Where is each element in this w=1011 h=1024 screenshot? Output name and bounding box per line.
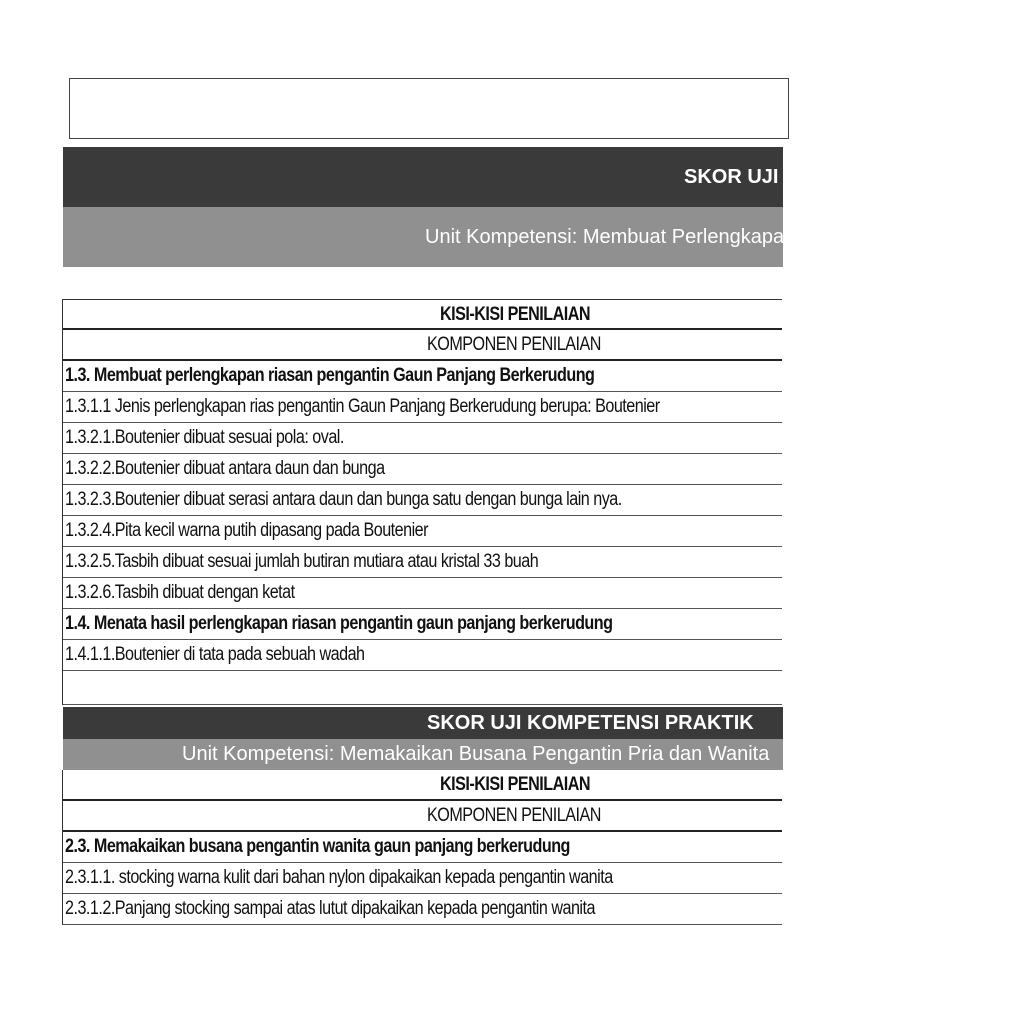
unit-title: Unit Kompetensi: Membuat Perlengkapan Riasan Pengantin <box>425 226 959 248</box>
unit-banner-2 <box>63 739 783 770</box>
table-header-komponen: KOMPONEN PENILAIAN <box>63 330 782 361</box>
table-row: 2.3.1.2.Panjang stocking sampai atas lutut dipakaikan kepada pengantin wanita <box>63 894 782 925</box>
score-title: SKOR UJI KOMPETENSI PRAKTIK <box>684 166 1011 188</box>
score-title-2: SKOR UJI KOMPETENSI PRAKTIK <box>427 712 754 734</box>
table-row: 2.3.1.1. stocking warna kulit dari bahan nylon dipakaikan kepada pengantin wanita <box>63 863 782 894</box>
unit-title-2: Unit Kompetensi: Memakaikan Busana Pengantin Pria dan Wanita <box>182 743 770 765</box>
table-row: 1.3.2.2.Boutenier dibuat antara daun dan bunga <box>63 454 782 485</box>
table-row: 1.3. Membuat perlengkapan riasan pengantin Gaun Panjang Berkerudung <box>63 361 782 392</box>
table-row: 1.3.2.3.Boutenier dibuat serasi antara daun dan bunga satu dengan bunga lain nya. <box>63 485 782 516</box>
table-row: 2.3. Memakaikan busana pengantin wanita gaun panjang berkerudung <box>63 832 782 863</box>
table-row: 1.4. Menata hasil perlengkapan riasan pengantin gaun panjang berkerudung <box>63 609 782 640</box>
assessment-table-1 <box>62 299 782 705</box>
table-row-empty <box>63 671 782 705</box>
table-row: 1.3.2.4.Pita kecil warna putih dipasang pada Boutenier <box>63 516 782 547</box>
table-row: 1.4.1.1.Boutenier di tata pada sebuah wadah <box>63 640 782 671</box>
table-row: 1.3.2.1.Boutenier dibuat sesuai pola: oval. <box>63 423 782 454</box>
score-title-banner <box>63 147 1011 207</box>
table-header-kisi-2: KISI-KISI PENILAIAN <box>63 770 782 801</box>
table-header-kisi: KISI-KISI PENILAIAN <box>63 299 782 330</box>
score-title-banner-2 <box>63 707 783 739</box>
assessment-table-2 <box>62 770 782 925</box>
table-row: 1.3.2.5.Tasbih dibuat sesuai jumlah butiran mutiara atau kristal 33 buah <box>63 547 782 578</box>
unit-banner <box>63 207 959 267</box>
header-box <box>69 78 789 139</box>
table-header-komponen-2: KOMPONEN PENILAIAN <box>63 801 782 832</box>
table-row: 1.3.1.1 Jenis perlengkapan rias pengantin Gaun Panjang Berkerudung berupa: Boutenier <box>63 392 782 423</box>
table-row: 1.3.2.6.Tasbih dibuat dengan ketat <box>63 578 782 609</box>
